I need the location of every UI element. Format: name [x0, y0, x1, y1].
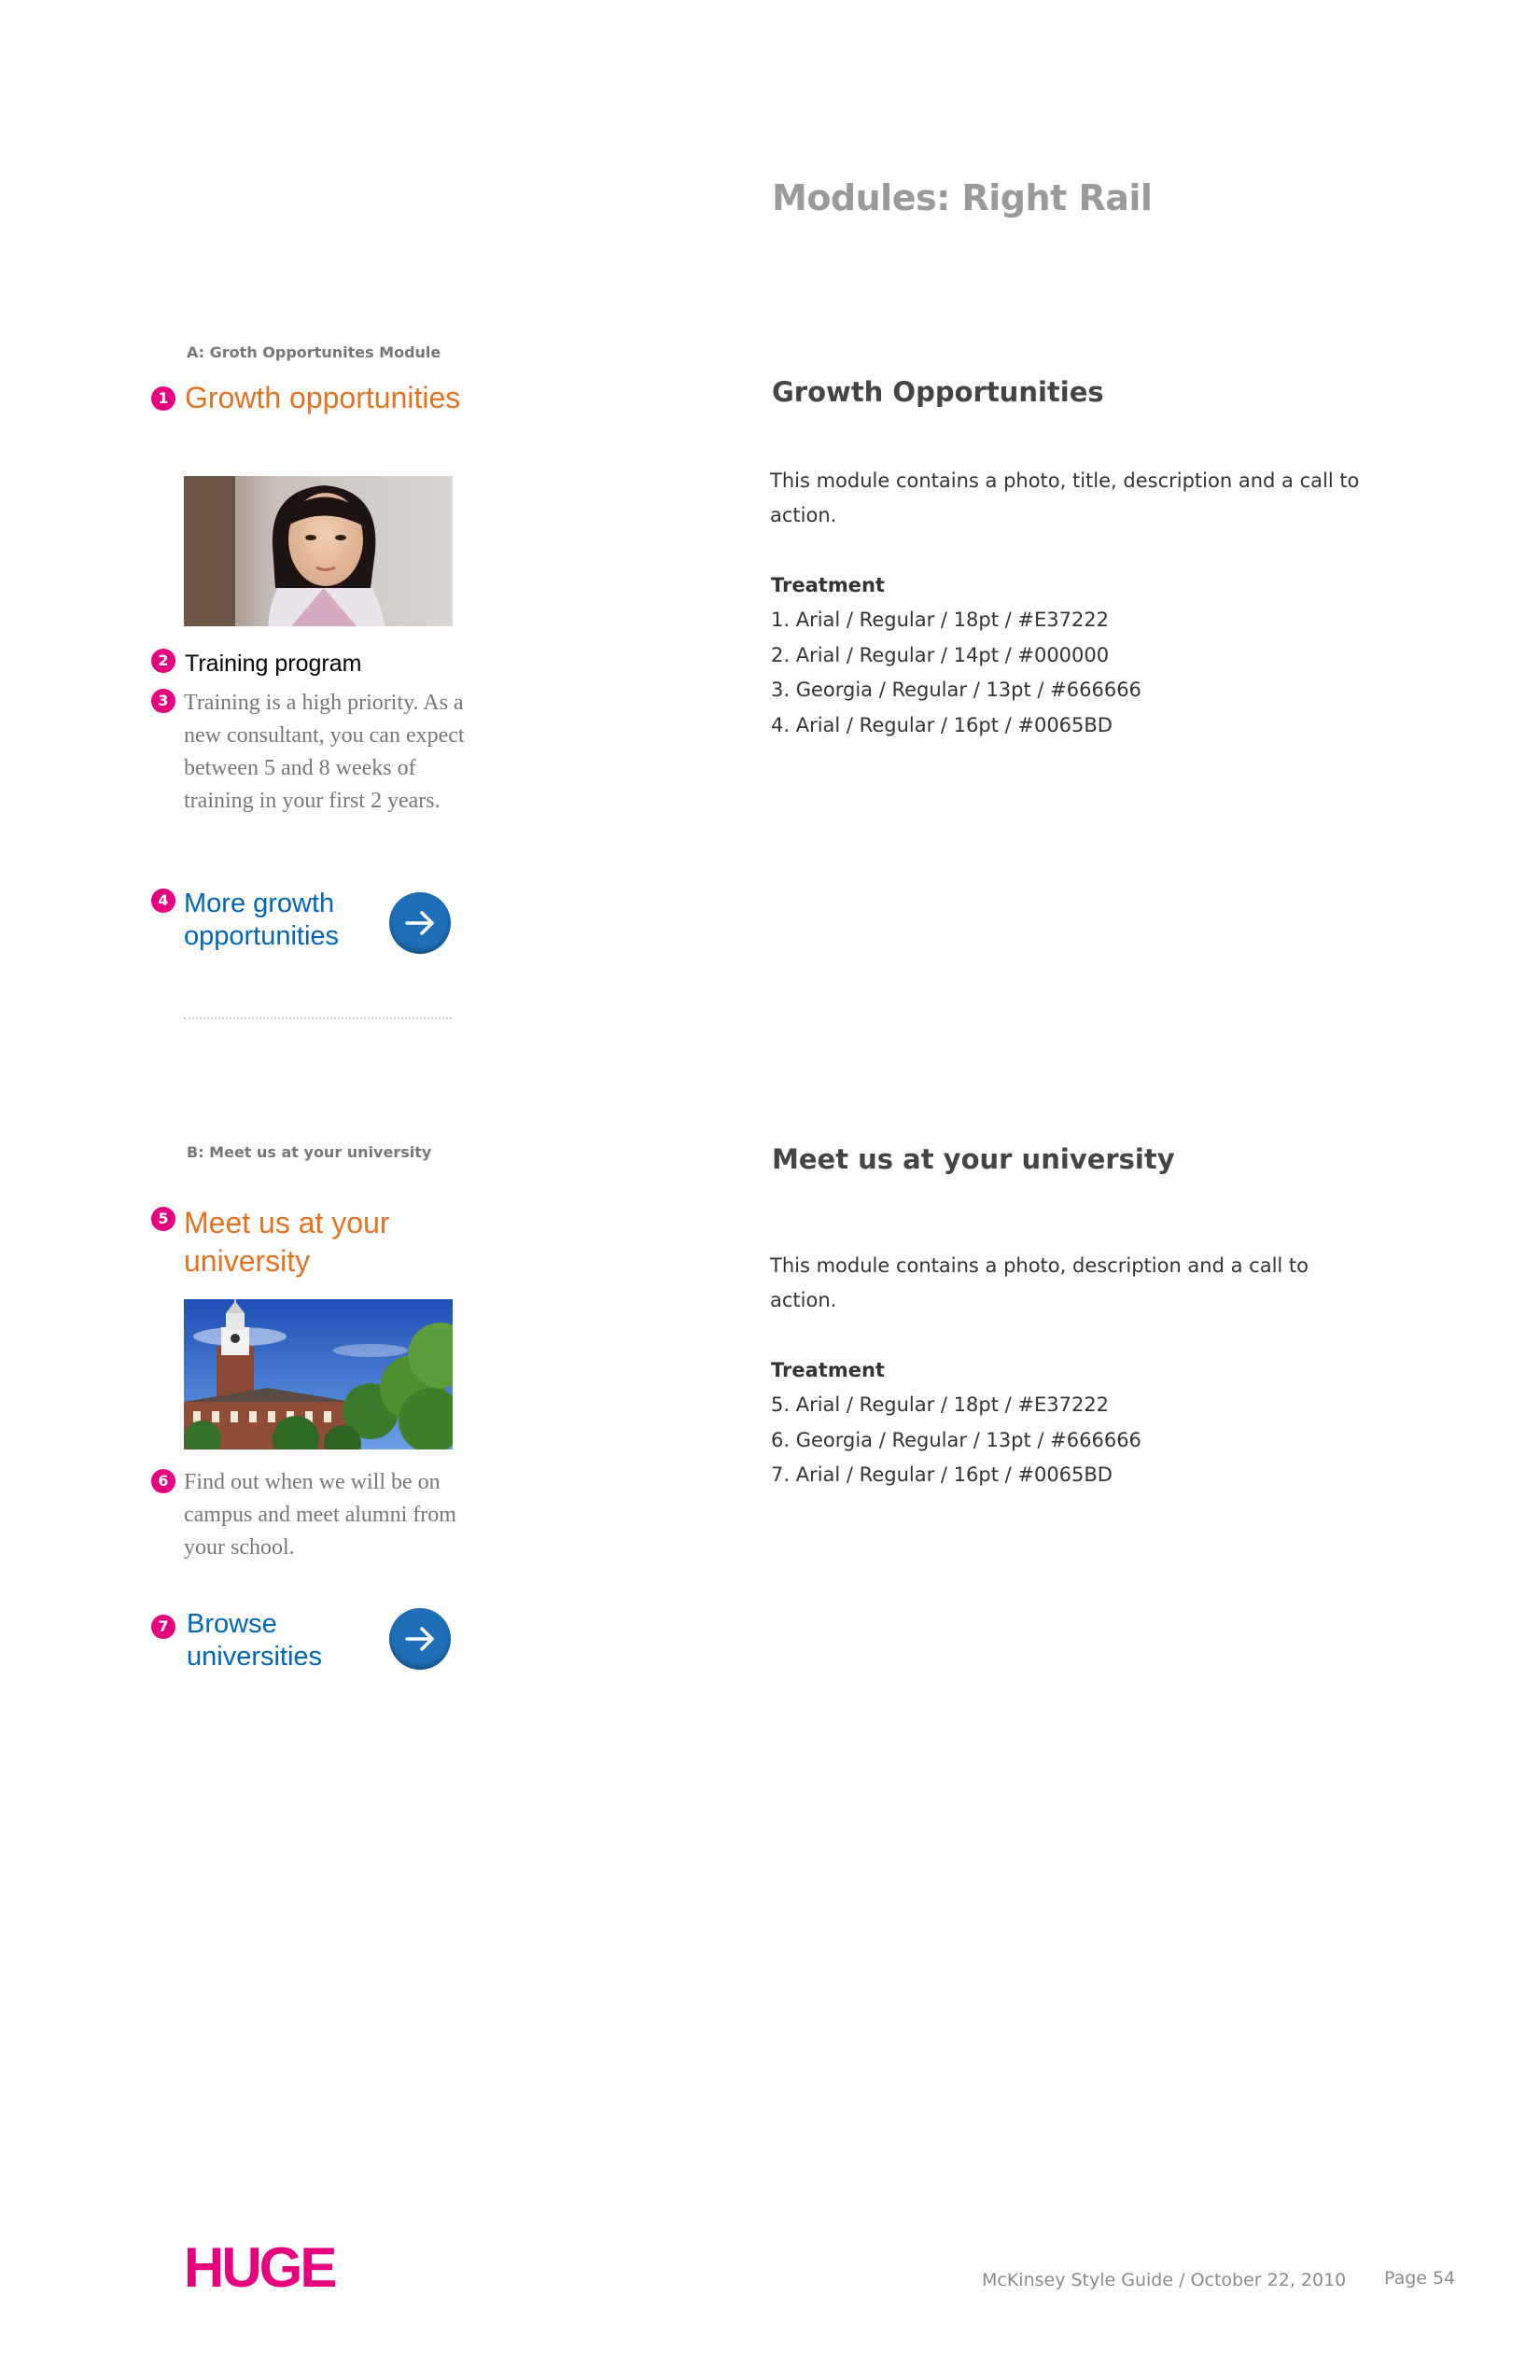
- growth-opportunities-heading: Growth Opportunities: [772, 376, 1104, 408]
- arrow-right-icon: [389, 892, 451, 954]
- treatment-item: 5. Arial / Regular / 18pt / #E37222: [771, 1393, 1110, 1416]
- footer-guide-name: McKinsey Style Guide: [982, 2270, 1174, 2290]
- huge-logo: HUGE: [184, 2236, 335, 2299]
- badge-6: 6: [151, 1469, 175, 1493]
- treatment-label-a: Treatment: [771, 574, 885, 596]
- badge-3: 3: [151, 689, 175, 713]
- treatment-item: 1. Arial / Regular / 18pt / #E37222: [771, 609, 1110, 631]
- treatment-list-b: [771, 1388, 1141, 1493]
- consultant-photo: [184, 476, 453, 626]
- meet-us-heading: Meet us at your university: [772, 1143, 1175, 1175]
- campus-description: Find out when we will be on campus and meet alumni from your school.: [184, 1470, 456, 1560]
- meet-us-description: This module contains a photo, description and a call to action.: [770, 1254, 1309, 1311]
- footer-separator: /: [1179, 2270, 1185, 2290]
- browse-universities-link[interactable]: Browse universities: [187, 1609, 323, 1672]
- browse-universities-arrow-button[interactable]: [389, 1608, 451, 1670]
- badge-7: 7: [151, 1615, 175, 1639]
- footer-guide-info: [982, 2270, 1346, 2290]
- more-growth-link[interactable]: More growth opportunities: [184, 889, 340, 951]
- module-a-caption: A: Groth Opportunites Module: [187, 343, 441, 361]
- meet-us-title: Meet us at your university: [184, 1206, 390, 1278]
- more-growth-arrow-button[interactable]: [389, 892, 451, 954]
- treatment-item: 3. Georgia / Regular / 13pt / #666666: [771, 679, 1141, 701]
- module-b-caption: B: Meet us at your university: [187, 1143, 432, 1161]
- treatment-label-b: Treatment: [771, 1359, 885, 1381]
- treatment-item: 7. Arial / Regular / 16pt / #0065BD: [771, 1463, 1113, 1486]
- module-divider: [184, 1017, 452, 1019]
- page-title: Modules: Right Rail: [772, 177, 1153, 218]
- treatment-item: 2. Arial / Regular / 14pt / #000000: [771, 643, 1110, 666]
- badge-5: 5: [151, 1207, 175, 1231]
- growth-opportunities-description: This module contains a photo, title, description and a call to action.: [770, 469, 1360, 526]
- badge-1: 1: [151, 386, 175, 411]
- training-description: Training is a high priority. As a new consultant, you can expect between 5 and 8 weeks of training in your first 2 years.: [184, 691, 465, 813]
- treatment-item: 4. Arial / Regular / 16pt / #0065BD: [771, 713, 1113, 736]
- badge-4: 4: [151, 889, 175, 913]
- treatment-list-a: [771, 603, 1141, 743]
- footer-page-number: Page 54: [1384, 2268, 1456, 2289]
- arrow-right-icon: [389, 1608, 451, 1670]
- growth-opportunities-title: Growth opportunities: [185, 381, 461, 414]
- treatment-item: 6. Georgia / Regular / 13pt / #666666: [771, 1428, 1141, 1451]
- university-photo: [184, 1299, 453, 1449]
- training-program-subtitle: Training program: [185, 651, 362, 677]
- footer-date: October 22, 2010: [1190, 2270, 1347, 2290]
- badge-2: 2: [151, 649, 175, 673]
